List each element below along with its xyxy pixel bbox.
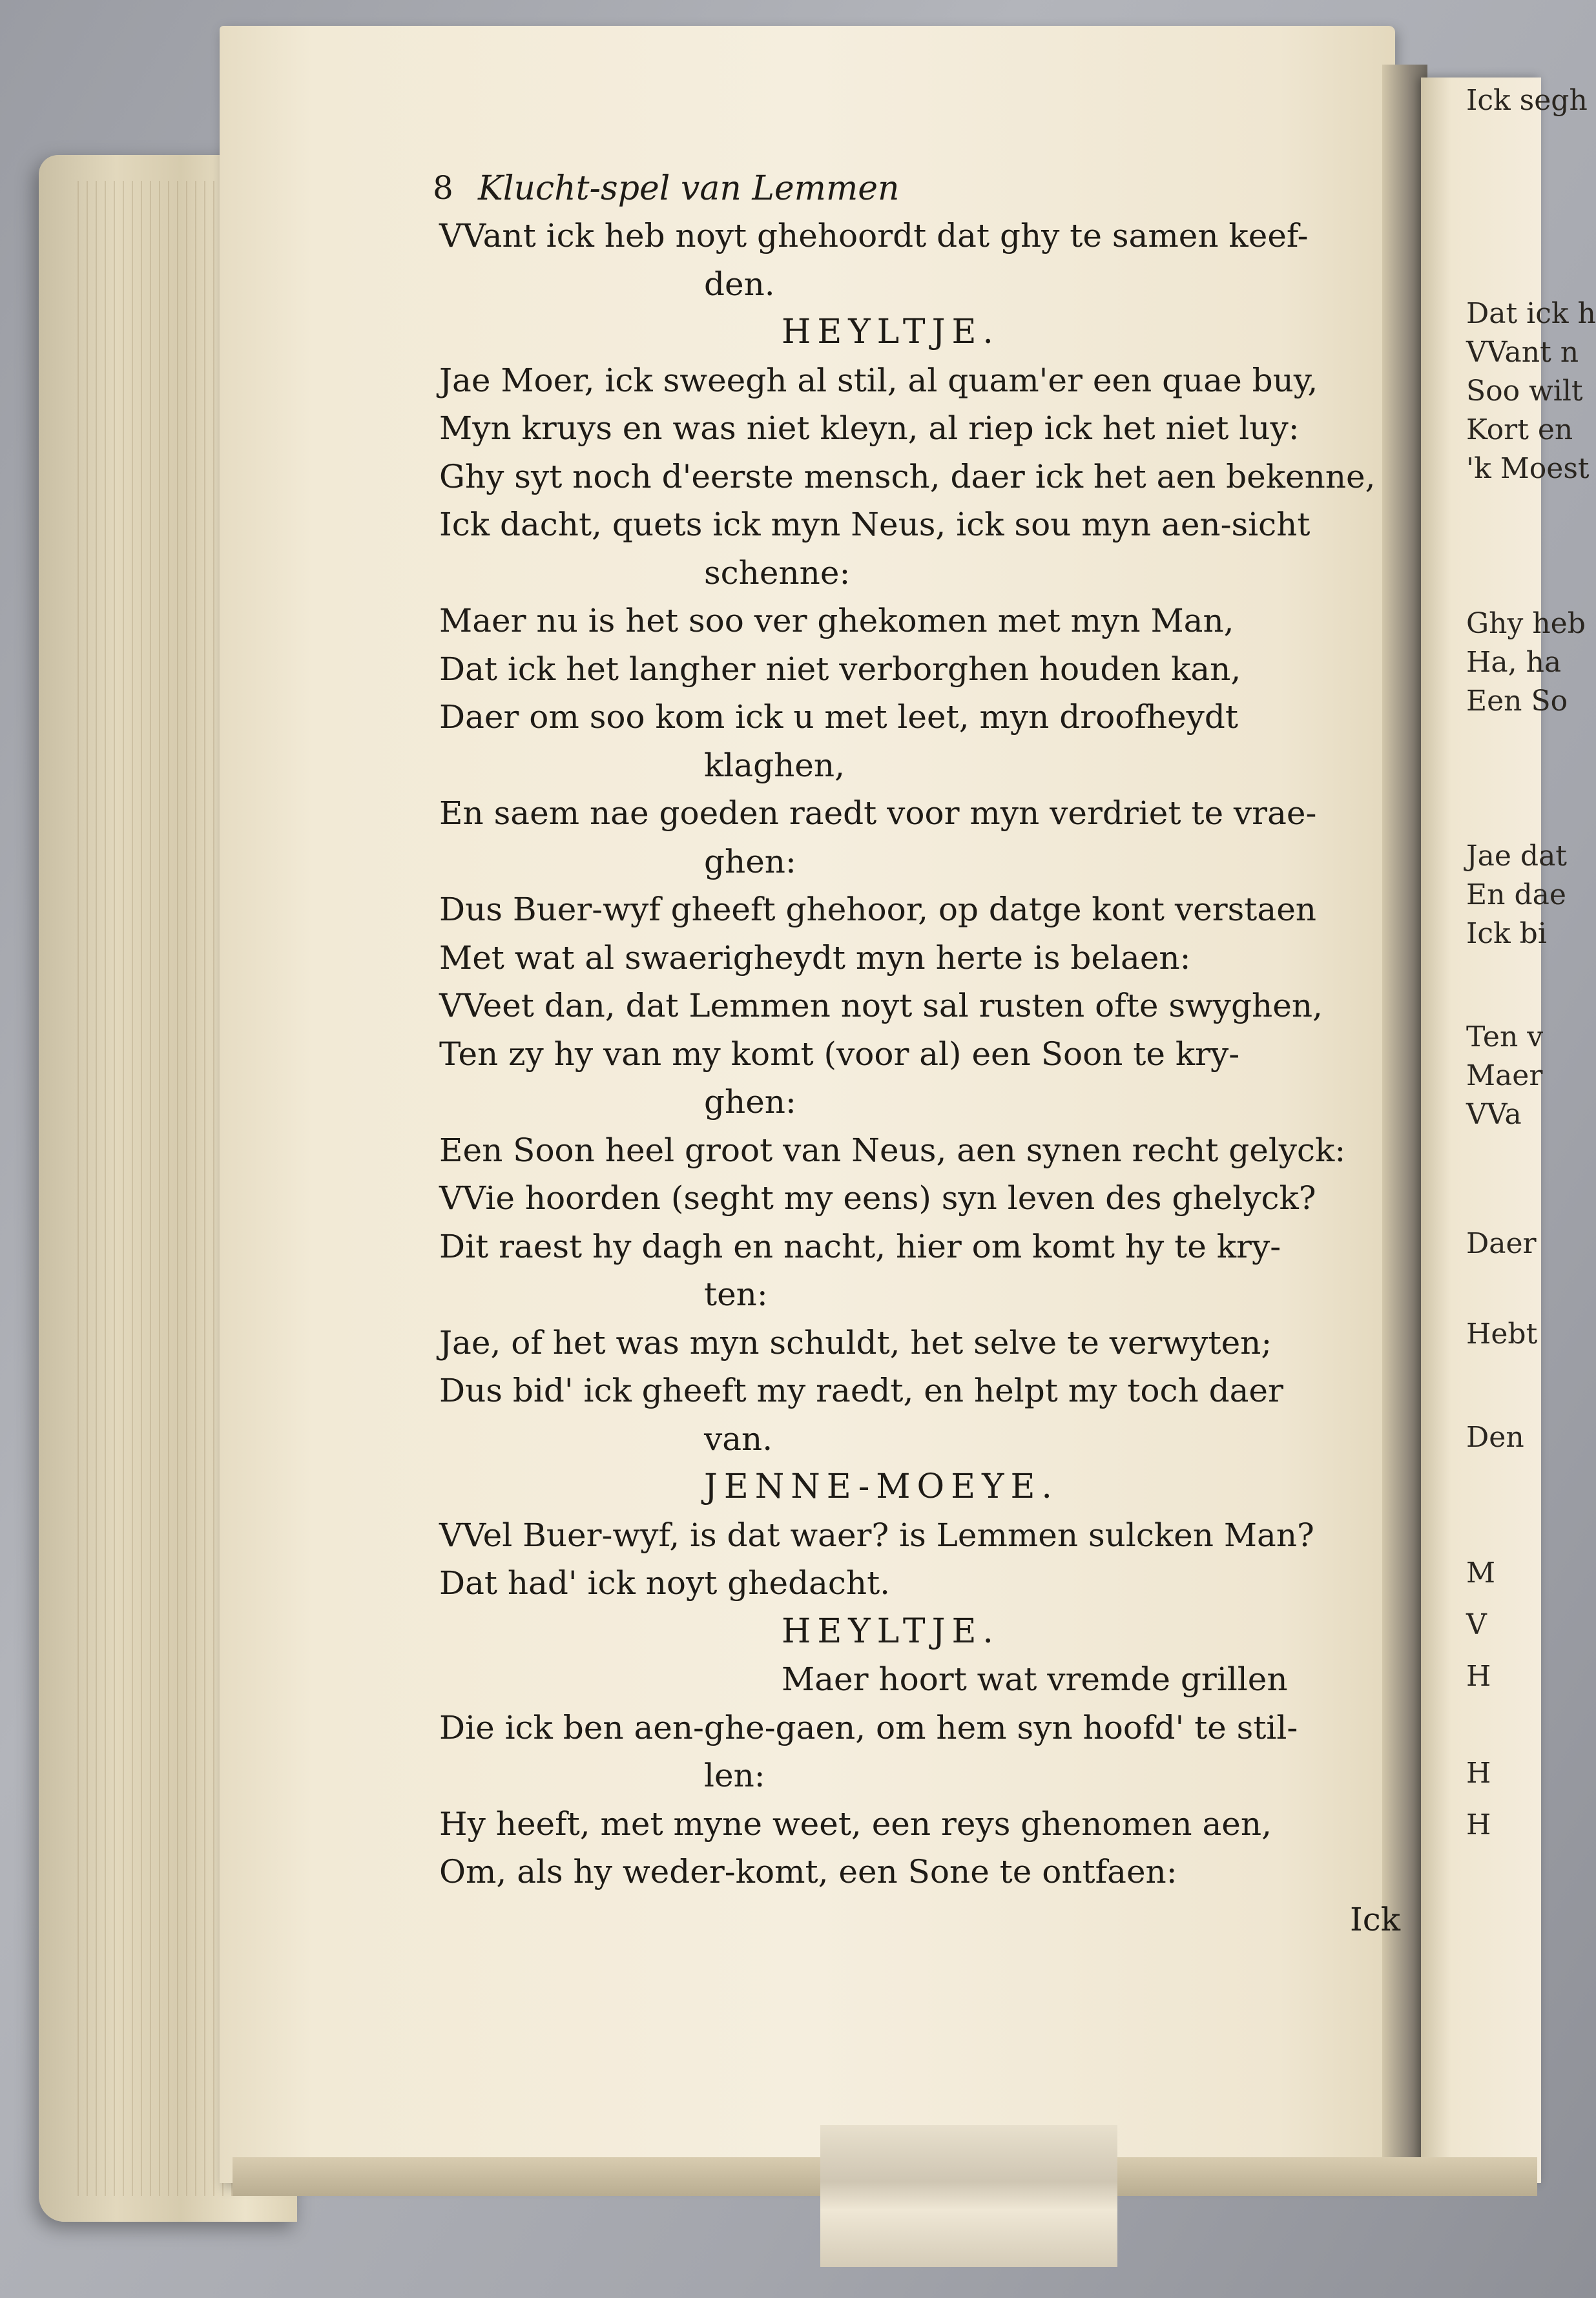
verse-line: VVeet dan, dat Lemmen noyt sal rusten ofte swyghen, bbox=[439, 987, 1323, 1024]
running-head: Klucht-spel van Lemmen bbox=[478, 169, 900, 208]
verse-line: Jae, of het was myn schuldt, het selve te verwyten; bbox=[439, 1323, 1272, 1361]
facing-page-fragment: Ick segh bbox=[1466, 84, 1588, 117]
facing-page-fragment: Ha, ha bbox=[1466, 646, 1562, 679]
verse-line-continuation: ghen: bbox=[704, 1083, 796, 1121]
facing-page bbox=[1421, 78, 1596, 2183]
verse-line: Een Soon heel groot van Neus, aen synen recht gelyck: bbox=[439, 1131, 1346, 1169]
speaker-name: HEYLTJE. bbox=[782, 1611, 1000, 1651]
facing-page-fragment: H bbox=[1466, 1757, 1491, 1790]
verse-line: Die ick ben aen-ghe-gaen, om hem syn hoofd' te stil- bbox=[439, 1708, 1298, 1746]
facing-page-fragment: Daer bbox=[1466, 1227, 1537, 1260]
catchword: Ick bbox=[1350, 1900, 1401, 1938]
verse-line: Dit raest hy dagh en nacht, hier om komt hy te kry- bbox=[439, 1227, 1281, 1265]
verse-line: VVel Buer-wyf, is dat waer? is Lemmen sulcken Man? bbox=[439, 1516, 1314, 1554]
facing-page-fragment: H bbox=[1466, 1660, 1491, 1693]
verse-line-continuation: ghen: bbox=[704, 842, 796, 880]
facing-page-fragment: Een So bbox=[1466, 685, 1568, 718]
verse-line: Dat had' ick noyt ghedacht. bbox=[439, 1564, 891, 1602]
facing-page-fragment: Dat ick h bbox=[1466, 297, 1596, 330]
verse-line: En saem nae goeden raedt voor myn verdriet te vrae- bbox=[439, 794, 1317, 832]
facing-page-fragment: VVant n bbox=[1466, 336, 1579, 369]
verse-line: Dus Buer-wyf gheeft ghehoor, op datge kont verstaen bbox=[439, 891, 1316, 928]
page-number: 8 bbox=[433, 169, 453, 207]
verse-line-continuation: len: bbox=[704, 1757, 765, 1794]
verse-line-continuation: Maer hoort wat vremde grillen bbox=[782, 1661, 1288, 1698]
verse-line: VVie hoorden (seght my eens) syn leven des ghelyck? bbox=[439, 1179, 1316, 1217]
facing-page-fragment: 'k Moest bbox=[1466, 452, 1590, 485]
facing-page-fragment: Ick bi bbox=[1466, 917, 1547, 950]
facing-page-fragment: VVa bbox=[1466, 1098, 1522, 1131]
verse-line: Hy heeft, met myne weet, een reys ghenomen aen, bbox=[439, 1805, 1272, 1843]
facing-page-fragment: Kort en bbox=[1466, 413, 1573, 446]
facing-page-fragment: Hebt bbox=[1466, 1318, 1538, 1351]
facing-page-fragment: Ghy heb bbox=[1466, 607, 1586, 640]
verse-line: Ten zy hy van my komt (voor al) een Soon te kry- bbox=[439, 1035, 1240, 1073]
facing-page-fragment: Den bbox=[1466, 1421, 1524, 1454]
verse-line-continuation: ten: bbox=[704, 1276, 768, 1313]
facing-page-fragment: En dae bbox=[1466, 878, 1566, 911]
verse-line: Dat ick het langher niet verborghen houden kan, bbox=[439, 650, 1241, 688]
facing-page-fragment: V bbox=[1466, 1608, 1487, 1641]
speaker-name: HEYLTJE. bbox=[782, 313, 1000, 351]
speaker-name: JENNE-MOEYE. bbox=[704, 1467, 1059, 1506]
verse-line: Met wat al swaerigheydt myn herte is belaen: bbox=[439, 938, 1191, 977]
verse-line: Maer nu is het soo ver ghekomen met myn Man, bbox=[439, 602, 1234, 639]
facing-page-fragment: M bbox=[1466, 1557, 1496, 1589]
facing-page-fragment: H bbox=[1466, 1808, 1491, 1841]
verse-line-continuation: schenne: bbox=[704, 554, 851, 592]
verse-line-continuation: den. bbox=[704, 265, 775, 303]
verse-line: Myn kruys en was niet kleyn, al riep ick het niet luy: bbox=[439, 409, 1300, 447]
verse-line: Ghy syt noch d'eerste mensch, daer ick het aen bekenne, bbox=[439, 457, 1376, 495]
verse-line-continuation: klaghen, bbox=[704, 746, 845, 784]
verse-line-continuation: van. bbox=[704, 1420, 773, 1458]
verse-line: Ick dacht, quets ick myn Neus, ick sou myn aen-sicht bbox=[439, 506, 1311, 543]
verse-line: Om, als hy weder-komt, een Sone te ontfaen: bbox=[439, 1853, 1177, 1890]
verse-line: Jae Moer, ick sweegh al stil, al quam'er een quae buy, bbox=[439, 361, 1318, 399]
facing-page-fragment: Ten v bbox=[1466, 1020, 1544, 1053]
facing-page-fragment: Jae dat bbox=[1466, 840, 1567, 873]
verse-line: VVant ick heb noyt ghehoordt dat ghy te samen keef- bbox=[439, 217, 1309, 254]
verse-line: Dus bid' ick gheeft my raedt, en helpt my toch daer bbox=[439, 1372, 1283, 1409]
page-text bbox=[187, 0, 1415, 2298]
facing-page-fragment: Maer bbox=[1466, 1059, 1543, 1092]
facing-page-fragment: Soo wilt bbox=[1466, 375, 1583, 408]
verse-line: Daer om soo kom ick u met leet, myn droofheydt bbox=[439, 698, 1238, 736]
